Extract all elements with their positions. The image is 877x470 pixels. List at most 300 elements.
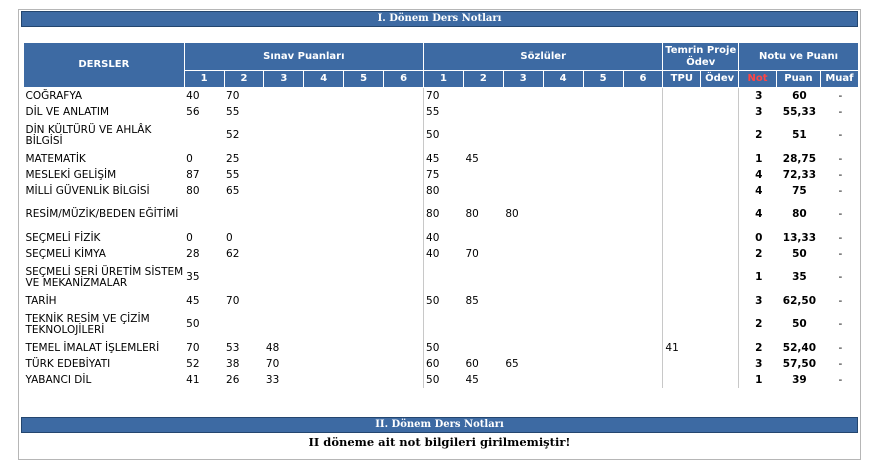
oral-score-1: 40 <box>426 247 440 260</box>
exam-score-4 <box>304 183 344 199</box>
exam-score-6 <box>384 372 424 388</box>
tpu-score <box>663 88 701 105</box>
exam-score-3 <box>264 293 304 309</box>
oral-score-5 <box>583 293 623 309</box>
exam-score-4 <box>304 88 344 105</box>
oral-score-4 <box>543 230 583 246</box>
grade-muaf: - <box>838 231 843 244</box>
exam-score-2: 55 <box>226 105 240 118</box>
exam-score-1: 45 <box>186 294 200 307</box>
header-sozlu-3: 3 <box>503 71 543 88</box>
oral-score-5 <box>583 356 623 372</box>
header-sozlu-5: 5 <box>583 71 623 88</box>
oral-score-4 <box>543 246 583 262</box>
grade-not: 2 <box>755 129 763 141</box>
exam-score-3 <box>264 199 304 230</box>
oral-score-3 <box>503 104 543 120</box>
tpu-score <box>663 104 701 120</box>
exam-score-5 <box>344 120 384 151</box>
grade-muaf: - <box>838 89 843 102</box>
oral-score-1: 50 <box>426 294 440 307</box>
tpu-score <box>663 262 701 293</box>
grade-not: 1 <box>755 373 763 386</box>
exam-score-2 <box>224 262 264 293</box>
exam-score-5 <box>344 230 384 246</box>
header-tpu: TPU <box>663 71 701 88</box>
oral-score-6 <box>623 293 663 309</box>
oral-score-4 <box>543 151 583 167</box>
oral-score-4 <box>543 372 583 388</box>
exam-score-4 <box>304 199 344 230</box>
oral-score-5 <box>583 246 623 262</box>
exam-score-2: 0 <box>226 231 233 244</box>
oral-score-1: 70 <box>426 89 440 102</box>
oral-score-6 <box>623 372 663 388</box>
section2-title: II. Dönem Ders Notları <box>21 417 858 433</box>
tpu-score <box>663 183 701 199</box>
table-row <box>24 293 859 309</box>
grade-not: 0 <box>755 231 763 244</box>
grade-muaf: - <box>838 168 843 181</box>
no-grades-notice: II döneme ait not bilgileri girilmemiştir! <box>308 435 571 449</box>
table-row <box>24 246 859 262</box>
odev-score <box>701 262 739 293</box>
oral-score-3 <box>503 340 543 356</box>
grade-muaf: - <box>838 357 843 370</box>
exam-score-4 <box>304 246 344 262</box>
table-row <box>24 230 859 246</box>
oral-score-5 <box>583 230 623 246</box>
odev-score <box>701 340 739 356</box>
grade-muaf: - <box>838 105 843 118</box>
oral-score-1 <box>424 309 464 340</box>
exam-score-6 <box>384 199 424 230</box>
tpu-score <box>663 309 701 340</box>
oral-score-6 <box>623 356 663 372</box>
header-sozlu-1: 1 <box>424 71 464 88</box>
oral-score-6 <box>623 246 663 262</box>
odev-score <box>701 372 739 388</box>
grade-puan: 35 <box>792 271 807 283</box>
grade-not: 2 <box>755 247 763 260</box>
odev-score <box>701 167 739 183</box>
exam-score-1: 50 <box>186 318 200 330</box>
oral-score-2 <box>463 88 503 105</box>
exam-score-4 <box>304 167 344 183</box>
odev-score <box>701 356 739 372</box>
header-odev: Ödev <box>701 71 739 88</box>
oral-score-2 <box>463 340 503 356</box>
grade-not: 4 <box>755 168 763 181</box>
exam-score-4 <box>304 262 344 293</box>
grade-muaf: - <box>838 271 843 283</box>
exam-score-2 <box>224 199 264 230</box>
oral-score-1: 60 <box>426 357 440 370</box>
header-sinav-1: 1 <box>184 71 224 88</box>
oral-score-3 <box>503 372 543 388</box>
exam-score-6 <box>384 309 424 340</box>
exam-score-5 <box>344 199 384 230</box>
grade-puan: 50 <box>792 247 807 260</box>
exam-score-6 <box>384 167 424 183</box>
grade-not: 3 <box>755 105 763 118</box>
grade-not: 4 <box>755 208 763 220</box>
exam-score-5 <box>344 372 384 388</box>
tpu-score <box>663 230 701 246</box>
oral-score-2 <box>463 120 503 151</box>
exam-score-6 <box>384 104 424 120</box>
oral-score-5 <box>583 167 623 183</box>
odev-score <box>701 120 739 151</box>
exam-score-3 <box>264 309 304 340</box>
exam-score-5 <box>344 309 384 340</box>
course-name: TÜRK EDEBİYATI <box>25 357 111 370</box>
exam-score-3 <box>264 183 304 199</box>
header-sozluler: Sözlüler <box>424 43 663 71</box>
oral-score-4 <box>543 262 583 293</box>
header-puan: Puan <box>776 71 820 88</box>
exam-score-1: 41 <box>186 373 200 386</box>
oral-score-1: 40 <box>426 231 440 244</box>
oral-score-4 <box>543 167 583 183</box>
oral-score-2: 70 <box>465 247 479 260</box>
oral-score-3 <box>503 151 543 167</box>
table-row <box>24 199 859 230</box>
exam-score-4 <box>304 230 344 246</box>
oral-score-3 <box>503 246 543 262</box>
oral-score-1 <box>424 262 464 293</box>
exam-score-5 <box>344 167 384 183</box>
grade-puan: 75 <box>792 184 807 197</box>
exam-score-3 <box>264 88 304 105</box>
course-name: MİLLİ GÜVENLİK BİLGİSİ <box>25 184 150 197</box>
oral-score-3 <box>503 293 543 309</box>
table-row <box>24 262 859 293</box>
grade-puan: 13,33 <box>782 231 817 244</box>
grade-puan: 62,50 <box>782 294 817 307</box>
table-row <box>24 88 859 105</box>
exam-score-3: 48 <box>265 341 280 354</box>
exam-score-5 <box>344 340 384 356</box>
grade-not: 4 <box>755 184 763 197</box>
oral-score-3: 80 <box>505 208 519 220</box>
exam-score-5 <box>344 183 384 199</box>
grade-puan: 51 <box>792 129 807 141</box>
exam-score-2: 70 <box>226 294 240 307</box>
exam-score-6 <box>384 151 424 167</box>
exam-score-2: 55 <box>226 168 240 181</box>
header-sozlu-6: 6 <box>623 71 663 88</box>
oral-score-5 <box>583 372 623 388</box>
oral-score-6 <box>623 309 663 340</box>
grade-muaf: - <box>838 247 843 260</box>
grades-table <box>23 42 859 388</box>
odev-score <box>701 88 739 105</box>
grade-muaf: - <box>838 341 843 354</box>
oral-score-2: 85 <box>465 294 479 307</box>
grade-not: 2 <box>755 318 763 330</box>
course-name: TARİH <box>25 294 57 307</box>
grade-not: 3 <box>755 294 763 307</box>
oral-score-2: 80 <box>465 208 479 220</box>
exam-score-3 <box>264 151 304 167</box>
exam-score-2: 38 <box>226 357 240 370</box>
oral-score-5 <box>583 151 623 167</box>
oral-score-4 <box>543 104 583 120</box>
course-name: SEÇMELİ KİMYA <box>25 247 106 260</box>
grade-puan: 50 <box>792 318 807 330</box>
oral-score-6 <box>623 199 663 230</box>
oral-score-3 <box>503 230 543 246</box>
table-row <box>24 183 859 199</box>
oral-score-1: 80 <box>426 208 440 220</box>
table-row <box>24 356 859 372</box>
exam-score-6 <box>384 356 424 372</box>
oral-score-2 <box>463 309 503 340</box>
oral-score-4 <box>543 356 583 372</box>
grade-puan: 72,33 <box>782 168 817 181</box>
grade-muaf: - <box>838 294 843 307</box>
exam-score-1 <box>184 199 224 230</box>
grade-puan: 80 <box>792 208 807 220</box>
header-sinav-5: 5 <box>344 71 384 88</box>
grade-puan: 57,50 <box>782 357 817 370</box>
exam-score-2: 70 <box>226 89 240 102</box>
exam-score-3 <box>264 230 304 246</box>
exam-score-5 <box>344 262 384 293</box>
grade-puan: 55,33 <box>782 105 817 118</box>
exam-score-6 <box>384 88 424 105</box>
oral-score-2: 45 <box>465 373 479 386</box>
oral-score-2: 45 <box>465 152 479 165</box>
exam-score-6 <box>384 340 424 356</box>
grade-muaf: - <box>838 129 843 141</box>
grades-panel <box>18 9 861 460</box>
exam-score-4 <box>304 120 344 151</box>
grade-muaf: - <box>838 318 843 330</box>
exam-score-4 <box>304 309 344 340</box>
section1-title: I. Dönem Ders Notları <box>21 11 858 27</box>
exam-score-6 <box>384 246 424 262</box>
grade-muaf: - <box>838 152 843 165</box>
oral-score-2: 60 <box>465 357 479 370</box>
oral-score-5 <box>583 104 623 120</box>
tpu-score <box>663 151 701 167</box>
oral-score-4 <box>543 293 583 309</box>
odev-score <box>701 183 739 199</box>
course-name: COĞRAFYA <box>25 89 83 102</box>
exam-score-2: 65 <box>226 184 240 197</box>
oral-score-5 <box>583 120 623 151</box>
grade-not: 1 <box>755 152 763 165</box>
exam-score-4 <box>304 356 344 372</box>
tpu-score <box>663 372 701 388</box>
oral-score-2 <box>463 183 503 199</box>
exam-score-1: 0 <box>186 152 193 165</box>
oral-score-6 <box>623 340 663 356</box>
oral-score-1: 50 <box>426 129 440 141</box>
tpu-score <box>663 246 701 262</box>
oral-score-1: 50 <box>426 341 440 354</box>
oral-score-1: 45 <box>426 152 440 165</box>
course-name: SEÇMELİ FİZİK <box>25 231 101 244</box>
oral-score-6 <box>623 151 663 167</box>
exam-score-1: 70 <box>186 341 200 354</box>
exam-score-2: 52 <box>226 129 240 141</box>
table-row <box>24 309 859 340</box>
exam-score-1: 56 <box>186 105 200 118</box>
exam-score-6 <box>384 293 424 309</box>
oral-score-5 <box>583 183 623 199</box>
exam-score-4 <box>304 151 344 167</box>
oral-score-5 <box>583 88 623 105</box>
exam-score-3 <box>264 262 304 293</box>
exam-score-6 <box>384 183 424 199</box>
odev-score <box>701 309 739 340</box>
grade-muaf: - <box>838 184 843 197</box>
exam-score-2: 53 <box>226 341 240 354</box>
exam-score-4 <box>304 293 344 309</box>
oral-score-6 <box>623 230 663 246</box>
table-row <box>24 340 859 356</box>
course-name: YABANCI DİL <box>25 373 92 386</box>
tpu-score <box>663 120 701 151</box>
oral-score-3 <box>503 262 543 293</box>
tpu-score: 41 <box>665 341 679 354</box>
exam-score-1: 0 <box>186 231 193 244</box>
oral-score-2 <box>463 104 503 120</box>
tpu-score <box>663 199 701 230</box>
grade-puan: 60 <box>792 89 807 102</box>
exam-score-1 <box>184 120 224 151</box>
exam-score-2: 62 <box>226 247 240 260</box>
header-sinav-6: 6 <box>384 71 424 88</box>
grade-not: 3 <box>755 89 763 102</box>
oral-score-5 <box>583 262 623 293</box>
exam-score-5 <box>344 293 384 309</box>
exam-score-2 <box>224 309 264 340</box>
table-row <box>24 167 859 183</box>
exam-score-1: 40 <box>186 89 200 102</box>
oral-score-3 <box>503 167 543 183</box>
exam-score-1: 35 <box>186 271 200 283</box>
exam-score-1: 87 <box>186 168 200 181</box>
header-muaf: Muaf <box>820 71 858 88</box>
oral-score-5 <box>583 340 623 356</box>
exam-score-4 <box>304 372 344 388</box>
header-dersler: DERSLER <box>24 43 185 88</box>
tpu-score <box>663 293 701 309</box>
oral-score-1: 55 <box>426 105 440 118</box>
exam-score-6 <box>384 120 424 151</box>
exam-score-3 <box>264 246 304 262</box>
course-name: MATEMATİK <box>25 152 86 165</box>
exam-score-3: 33 <box>265 373 280 386</box>
header-sozlu-2: 2 <box>463 71 503 88</box>
oral-score-6 <box>623 120 663 151</box>
exam-score-3 <box>264 104 304 120</box>
course-name: MESLEKİ GELİŞİM <box>25 168 117 181</box>
header-notu-ve-puani: Notu ve Puanı <box>739 43 859 71</box>
exam-score-1: 80 <box>186 184 200 197</box>
oral-score-6 <box>623 262 663 293</box>
odev-score <box>701 199 739 230</box>
oral-score-3 <box>503 88 543 105</box>
exam-score-5 <box>344 88 384 105</box>
oral-score-1: 80 <box>426 184 440 197</box>
oral-score-4 <box>543 120 583 151</box>
exam-score-6 <box>384 262 424 293</box>
oral-score-4 <box>543 340 583 356</box>
grades-body <box>24 88 859 389</box>
header-sinav-4: 4 <box>304 71 344 88</box>
oral-score-5 <box>583 309 623 340</box>
oral-score-4 <box>543 183 583 199</box>
odev-score <box>701 230 739 246</box>
odev-score <box>701 293 739 309</box>
grade-puan: 52,40 <box>782 341 817 354</box>
course-name: TEKNİK RESİM VE ÇİZİM TEKNOLOJİLERİ <box>25 312 150 336</box>
odev-score <box>701 246 739 262</box>
oral-score-1: 75 <box>426 168 440 181</box>
header-sozlu-4: 4 <box>543 71 583 88</box>
oral-score-6 <box>623 167 663 183</box>
oral-score-4 <box>543 88 583 105</box>
exam-score-1: 28 <box>186 247 200 260</box>
table-row <box>24 120 859 151</box>
grade-puan: 39 <box>792 373 807 386</box>
oral-score-2 <box>463 167 503 183</box>
oral-score-3 <box>503 309 543 340</box>
header-sinav-2: 2 <box>224 71 264 88</box>
oral-score-5 <box>583 199 623 230</box>
header-sinav-puanlari: Sınav Puanları <box>184 43 423 71</box>
exam-score-4 <box>304 340 344 356</box>
exam-score-3: 70 <box>265 357 280 370</box>
exam-score-5 <box>344 151 384 167</box>
exam-score-2: 26 <box>226 373 240 386</box>
grade-not: 3 <box>755 357 763 370</box>
oral-score-2 <box>463 262 503 293</box>
course-name: RESİM/MÜZİK/BEDEN EĞİTİMİ <box>25 208 179 220</box>
grade-muaf: - <box>838 208 843 220</box>
exam-score-6 <box>384 230 424 246</box>
exam-score-5 <box>344 104 384 120</box>
oral-score-3 <box>503 120 543 151</box>
grade-muaf: - <box>838 373 843 386</box>
exam-score-3 <box>264 120 304 151</box>
tpu-score <box>663 167 701 183</box>
header-not: Not <box>739 71 777 88</box>
oral-score-6 <box>623 183 663 199</box>
exam-score-4 <box>304 104 344 120</box>
grade-not: 2 <box>755 341 763 354</box>
oral-score-3 <box>503 183 543 199</box>
exam-score-3 <box>264 167 304 183</box>
oral-score-1: 50 <box>426 373 440 386</box>
exam-score-5 <box>344 246 384 262</box>
oral-score-4 <box>543 309 583 340</box>
oral-score-2 <box>463 230 503 246</box>
course-name: DİN KÜLTÜRÜ VE AHLÂK BİLGİSİ <box>25 123 152 147</box>
oral-score-4 <box>543 199 583 230</box>
oral-score-3: 65 <box>505 357 519 370</box>
table-row <box>24 151 859 167</box>
oral-score-6 <box>623 88 663 105</box>
course-name: DİL VE ANLATIM <box>25 105 110 118</box>
course-name: TEMEL İMALAT İŞLEMLERİ <box>25 341 160 354</box>
header-temrin-proje-odev: Temrin Proje Ödev <box>663 43 739 71</box>
